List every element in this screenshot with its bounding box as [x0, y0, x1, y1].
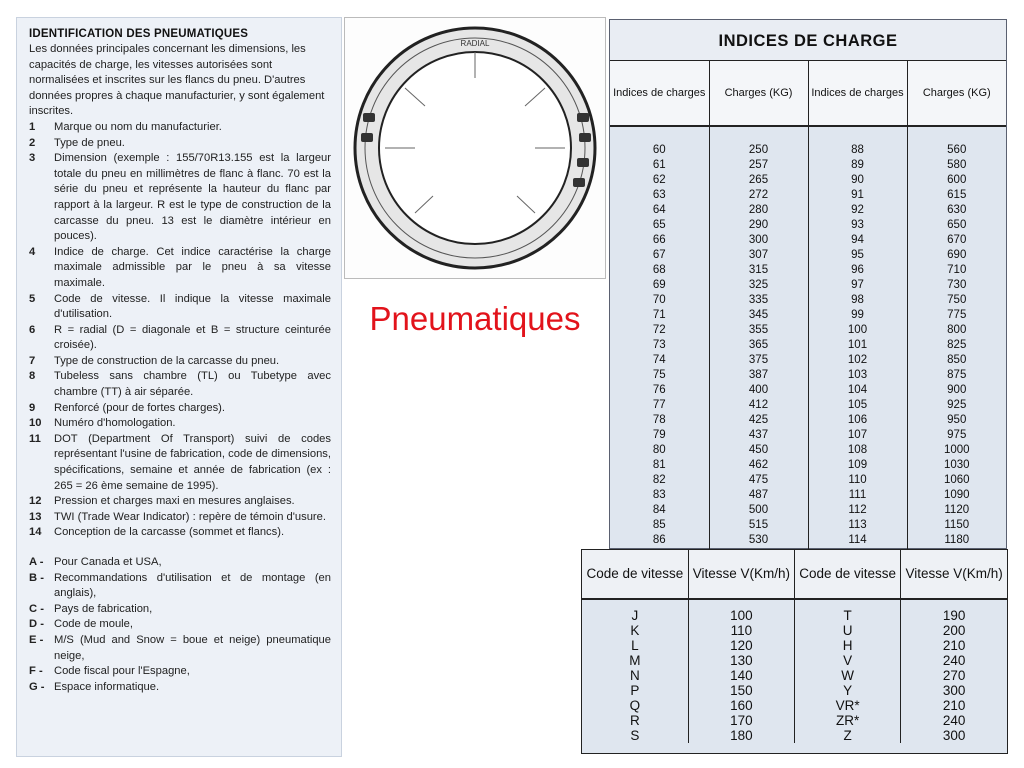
- identification-item: [29, 120, 331, 136]
- identification-item: [29, 494, 331, 510]
- item-text: Pour Canada et USA,: [54, 556, 162, 568]
- table-cell: M: [582, 653, 688, 668]
- table-cell: 270: [942, 668, 966, 683]
- column-header: Vitesse V(Km/h): [688, 550, 794, 599]
- load-index-table: [609, 19, 1007, 549]
- table-cell: 64: [610, 203, 709, 218]
- table-row: [610, 503, 1006, 518]
- table-cell: 75: [610, 368, 709, 383]
- table-cell: 82: [610, 473, 709, 488]
- table-row: [610, 323, 1006, 338]
- table-cell: 104: [808, 383, 907, 398]
- table-cell: 307: [709, 248, 808, 263]
- table-cell: 650: [947, 219, 967, 231]
- table-cell: Y: [795, 683, 901, 698]
- identification-item: [29, 432, 331, 494]
- table-cell: VR*: [795, 698, 901, 713]
- identification-item: [29, 401, 331, 417]
- item-number: 8: [29, 370, 36, 383]
- table-row: [582, 698, 1007, 713]
- table-cell: V: [795, 653, 901, 668]
- table-cell: 86: [610, 533, 709, 548]
- item-text: Numéro d'homologation.: [54, 417, 176, 430]
- table-row: [582, 713, 1007, 728]
- table-cell: 345: [709, 308, 808, 323]
- column-header: Charges (KG): [709, 61, 808, 126]
- table-cell: 89: [808, 158, 907, 173]
- identification-item: [29, 354, 331, 370]
- column-header: Charges (KG): [907, 61, 1006, 126]
- table-cell: 615: [947, 189, 967, 201]
- table-cell: Z: [795, 728, 901, 743]
- item-number: 14: [29, 526, 42, 539]
- table-row: [610, 248, 1006, 263]
- table-cell: S: [582, 728, 688, 743]
- column-header: Indices de charges: [808, 61, 907, 126]
- table-cell: 375: [709, 353, 808, 368]
- identification-letter-item: [29, 664, 331, 680]
- table-cell: 180: [688, 728, 794, 743]
- identification-item: [29, 369, 331, 400]
- table-cell: K: [582, 623, 688, 638]
- table-cell: 102: [808, 353, 907, 368]
- table-row: [610, 308, 1006, 323]
- table-cell: 93: [808, 218, 907, 233]
- table-cell: 101: [808, 338, 907, 353]
- table-cell: 325: [709, 278, 808, 293]
- tire-radial-label: RADIAL: [460, 39, 490, 48]
- identification-item: [29, 525, 331, 541]
- table-cell: 100: [688, 599, 794, 623]
- identification-item: [29, 416, 331, 432]
- identification-item: [29, 510, 331, 526]
- load-index-title: INDICES DE CHARGE: [610, 20, 1006, 61]
- table-cell: Q: [582, 698, 688, 713]
- table-cell: 100: [808, 323, 907, 338]
- table-cell: 66: [610, 233, 709, 248]
- table-cell: 387: [709, 368, 808, 383]
- item-text: Type de construction de la carcasse du pneu.: [54, 354, 280, 367]
- table-cell: 710: [947, 264, 967, 276]
- table-cell: 272: [709, 188, 808, 203]
- item-number: 3: [29, 152, 36, 165]
- table-cell: 1180: [944, 534, 970, 546]
- table-cell: 1030: [943, 459, 970, 471]
- tire-drawing: [345, 18, 605, 278]
- table-cell: 355: [709, 323, 808, 338]
- table-cell: 200: [942, 623, 966, 638]
- table-cell: 690: [947, 249, 967, 261]
- table-cell: 103: [808, 368, 907, 383]
- item-text: Marque ou nom du manufacturier.: [54, 120, 222, 133]
- table-cell: 68: [610, 263, 709, 278]
- table-cell: 825: [947, 339, 967, 351]
- item-text: Type de pneu.: [54, 136, 125, 149]
- table-row: [610, 533, 1006, 548]
- table-cell: 290: [709, 218, 808, 233]
- table-cell: 257: [709, 158, 808, 173]
- table-cell: 975: [947, 429, 967, 441]
- table-cell: 530: [709, 533, 808, 548]
- table-row: [610, 473, 1006, 488]
- table-cell: 110: [688, 623, 794, 638]
- table-row: [610, 218, 1006, 233]
- item-text: Pression et charges maxi en mesures anglaises.: [54, 495, 295, 508]
- load-index-header-row: [610, 61, 1006, 126]
- table-row: [610, 353, 1006, 368]
- table-row: [610, 188, 1006, 203]
- table-row: [610, 443, 1006, 458]
- table-row: [610, 263, 1006, 278]
- table-cell: N: [582, 668, 688, 683]
- item-letter: C -: [29, 602, 44, 615]
- table-cell: 72: [610, 323, 709, 338]
- table-cell: 74: [610, 353, 709, 368]
- table-cell: 462: [709, 458, 808, 473]
- table-cell: 630: [947, 204, 967, 216]
- identification-letters-list: [29, 555, 331, 695]
- table-cell: 150: [688, 683, 794, 698]
- table-cell: ZR*: [795, 713, 901, 728]
- table-cell: 99: [808, 308, 907, 323]
- identification-item: [29, 292, 331, 323]
- table-row: [610, 368, 1006, 383]
- table-cell: 96: [808, 263, 907, 278]
- table-cell: 210: [942, 698, 966, 713]
- table-cell: 1090: [943, 489, 970, 501]
- table-cell: 73: [610, 338, 709, 353]
- table-cell: 210: [942, 638, 966, 653]
- item-number: 7: [29, 354, 36, 367]
- table-cell: W: [795, 668, 901, 683]
- item-number: 13: [29, 510, 42, 523]
- item-text: Code fiscal pour l'Espagne,: [54, 665, 190, 678]
- column-header: Vitesse V(Km/h): [901, 550, 1007, 599]
- table-row: [610, 458, 1006, 473]
- tire-identification-panel: [16, 17, 342, 757]
- tire-sidewall-illustration: [344, 17, 606, 279]
- table-cell: 84: [610, 503, 709, 518]
- item-letter: E -: [29, 633, 44, 646]
- table-cell: 730: [947, 279, 967, 291]
- item-number: 2: [29, 136, 36, 149]
- table-row: [610, 488, 1006, 503]
- table-cell: 300: [709, 233, 808, 248]
- table-row: [610, 383, 1006, 398]
- table-cell: 120: [688, 638, 794, 653]
- page-title: Pneumatiques: [369, 300, 581, 337]
- table-row: [610, 518, 1006, 533]
- table-cell: 95: [808, 248, 907, 263]
- identification-letter-item: [29, 602, 331, 618]
- item-number: 9: [29, 401, 36, 414]
- table-cell: 63: [610, 188, 709, 203]
- table-cell: 71: [610, 308, 709, 323]
- identification-letter-item: [29, 633, 331, 664]
- table-cell: 1120: [944, 504, 970, 516]
- table-cell: 140: [688, 668, 794, 683]
- table-cell: 90: [808, 173, 907, 188]
- item-number: 6: [29, 323, 36, 336]
- table-cell: 800: [947, 324, 967, 336]
- identification-letter-item: [29, 617, 331, 633]
- table-cell: 170: [688, 713, 794, 728]
- load-index-body: [610, 126, 1006, 563]
- identification-letter-item: [29, 555, 331, 571]
- table-cell: 65: [610, 218, 709, 233]
- item-text: Indice de charge. Cet indice caractérise la charge maximale admissible par le pneu à sa vitesse maximale.: [54, 245, 331, 289]
- table-cell: 69: [610, 278, 709, 293]
- speed-code-table: [581, 549, 1008, 754]
- table-cell: 315: [709, 263, 808, 278]
- item-letter: B -: [29, 571, 44, 584]
- table-cell: 925: [947, 399, 967, 411]
- table-cell: 79: [610, 428, 709, 443]
- table-row: [582, 683, 1007, 698]
- table-cell: 106: [808, 413, 907, 428]
- table-cell: 78: [610, 413, 709, 428]
- table-cell: P: [582, 683, 688, 698]
- table-cell: 111: [808, 488, 907, 503]
- identification-title: IDENTIFICATION DES PNEUMATIQUES: [29, 28, 249, 40]
- item-letter: G -: [29, 680, 45, 693]
- table-cell: R: [582, 713, 688, 728]
- column-header: Indices de charges: [610, 61, 709, 126]
- item-text: Code de vitesse. Il indique la vitesse maximale d'utilisation.: [54, 292, 331, 321]
- table-cell: 600: [947, 174, 967, 186]
- table-row: [582, 599, 1007, 623]
- table-cell: H: [795, 638, 901, 653]
- table-cell: 1150: [944, 519, 970, 531]
- table-cell: 300: [942, 728, 966, 743]
- table-cell: 113: [808, 518, 907, 533]
- table-row: [610, 233, 1006, 248]
- table-row: [610, 338, 1006, 353]
- table-cell: 130: [688, 653, 794, 668]
- item-number: 4: [29, 245, 36, 258]
- table-cell: 91: [808, 188, 907, 203]
- identification-item: [29, 323, 331, 354]
- item-text: Pays de fabrication,: [54, 602, 153, 615]
- table-row: [582, 653, 1007, 668]
- table-cell: 450: [709, 443, 808, 458]
- item-text: M/S (Mud and Snow = boue et neige) pneumatique neige,: [54, 633, 331, 662]
- item-number: 1: [29, 120, 36, 133]
- table-cell: 335: [709, 293, 808, 308]
- item-letter: F -: [29, 665, 43, 678]
- table-cell: 475: [709, 473, 808, 488]
- column-header: Code de vitesse: [582, 550, 688, 599]
- table-row: [610, 158, 1006, 173]
- item-text: Espace informatique.: [54, 680, 160, 693]
- item-text: Tubeless sans chambre (TL) ou Tubetype avec chambre (TT) à air séparée.: [54, 370, 331, 399]
- item-text: Renforcé (pour de fortes charges).: [54, 401, 226, 414]
- table-cell: 61: [610, 158, 709, 173]
- table-cell: 1060: [943, 474, 970, 486]
- item-text: Recommandations d'utilisation et de montage (en anglais),: [54, 571, 331, 600]
- table-cell: 114: [808, 533, 907, 548]
- table-row: [582, 638, 1007, 653]
- table-cell: 500: [709, 503, 808, 518]
- table-cell: 112: [808, 503, 907, 518]
- table-cell: 900: [947, 384, 967, 396]
- column-header: Code de vitesse: [795, 550, 901, 599]
- table-row: [610, 293, 1006, 308]
- table-cell: 775: [947, 309, 967, 321]
- item-number: 11: [29, 432, 41, 445]
- table-cell: 160: [688, 698, 794, 713]
- table-cell: 875: [947, 369, 967, 381]
- table-cell: 92: [808, 203, 907, 218]
- table-cell: 190: [942, 608, 966, 623]
- item-text: Code de moule,: [54, 618, 133, 631]
- table-cell: 437: [709, 428, 808, 443]
- table-row: [610, 126, 1006, 158]
- table-cell: 110: [808, 473, 907, 488]
- table-cell: 88: [808, 126, 907, 158]
- table-cell: 94: [808, 233, 907, 248]
- identification-item: [29, 245, 331, 292]
- table-cell: 77: [610, 398, 709, 413]
- load-index-grid: [610, 61, 1006, 563]
- table-cell: 98: [808, 293, 907, 308]
- speed-code-body: [582, 599, 1007, 743]
- table-cell: T: [795, 599, 901, 623]
- table-cell: 400: [709, 383, 808, 398]
- identification-letter-item: [29, 680, 331, 696]
- table-cell: 265: [709, 173, 808, 188]
- table-cell: L: [582, 638, 688, 653]
- table-cell: 950: [947, 414, 967, 426]
- table-cell: 1000: [943, 444, 970, 456]
- table-cell: 83: [610, 488, 709, 503]
- table-cell: 580: [947, 159, 967, 171]
- table-cell: 365: [709, 338, 808, 353]
- table-row: [610, 203, 1006, 218]
- table-cell: 108: [808, 443, 907, 458]
- table-cell: 487: [709, 488, 808, 503]
- table-cell: 70: [610, 293, 709, 308]
- table-cell: 76: [610, 383, 709, 398]
- table-cell: 85: [610, 518, 709, 533]
- table-cell: 80: [610, 443, 709, 458]
- table-cell: 560: [947, 144, 967, 156]
- table-cell: 300: [942, 683, 966, 698]
- table-cell: 425: [709, 413, 808, 428]
- speed-code-grid: [582, 550, 1007, 743]
- item-text: DOT (Department Of Transport) suivi de codes représentant l'usine de fabrication, code de dimensions, spécifications, semaine et année de fabrication (ex : 265 = 26 ème semaine de 1995).: [54, 432, 331, 492]
- item-number: 10: [29, 417, 42, 430]
- table-cell: 250: [709, 126, 808, 158]
- identification-intro: Les données principales concernant les dimensions, les capacités de charge, les vitesses autorisées sont normalisées et inscrites sur les flancs du pneu. D'autres données propres à chaque manufacturier, y sont également inscrites.: [29, 43, 325, 118]
- table-cell: 670: [947, 234, 967, 246]
- item-text: Dimension (exemple : 155/70R13.155 est la largeur totale du pneu en millimètres de flanc à flanc. 70 est la série du pneu et représente la hauteur du flanc par rapport à la largeur. R est le type de construction de la carcasse du pneu. 13 est le diamètre intérieur en pouces).: [54, 152, 331, 243]
- item-text: Conception de la carcasse (sommet et flancs).: [54, 526, 285, 539]
- table-cell: 105: [808, 398, 907, 413]
- table-row: [582, 623, 1007, 638]
- table-cell: 62: [610, 173, 709, 188]
- identification-letter-item: [29, 571, 331, 602]
- table-cell: 280: [709, 203, 808, 218]
- table-cell: 109: [808, 458, 907, 473]
- table-cell: 67: [610, 248, 709, 263]
- identification-item: [29, 151, 331, 245]
- table-cell: 81: [610, 458, 709, 473]
- identification-list: [29, 120, 331, 541]
- item-letter: D -: [29, 618, 44, 631]
- item-number: 5: [29, 292, 36, 305]
- table-cell: J: [582, 599, 688, 623]
- item-text: TWI (Trade Wear Indicator) : repère de témoin d'usure.: [54, 510, 326, 523]
- table-cell: 412: [709, 398, 808, 413]
- table-cell: U: [795, 623, 901, 638]
- table-row: [582, 728, 1007, 743]
- table-cell: 240: [942, 653, 966, 668]
- table-cell: 240: [942, 713, 966, 728]
- table-cell: 97: [808, 278, 907, 293]
- item-number: 12: [29, 495, 42, 508]
- identification-item: [29, 136, 331, 152]
- table-row: [610, 413, 1006, 428]
- table-row: [610, 428, 1006, 443]
- item-letter: A -: [29, 556, 44, 568]
- table-row: [610, 398, 1006, 413]
- table-cell: 850: [947, 354, 967, 366]
- speed-code-header-row: [582, 550, 1007, 599]
- table-row: [610, 173, 1006, 188]
- table-cell: 515: [709, 518, 808, 533]
- table-cell: 107: [808, 428, 907, 443]
- table-cell: 60: [610, 126, 709, 158]
- table-row: [610, 278, 1006, 293]
- table-row: [582, 668, 1007, 683]
- table-cell: 750: [947, 294, 967, 306]
- item-text: R = radial (D = diagonale et B = structure ceinturée croisée).: [54, 323, 331, 352]
